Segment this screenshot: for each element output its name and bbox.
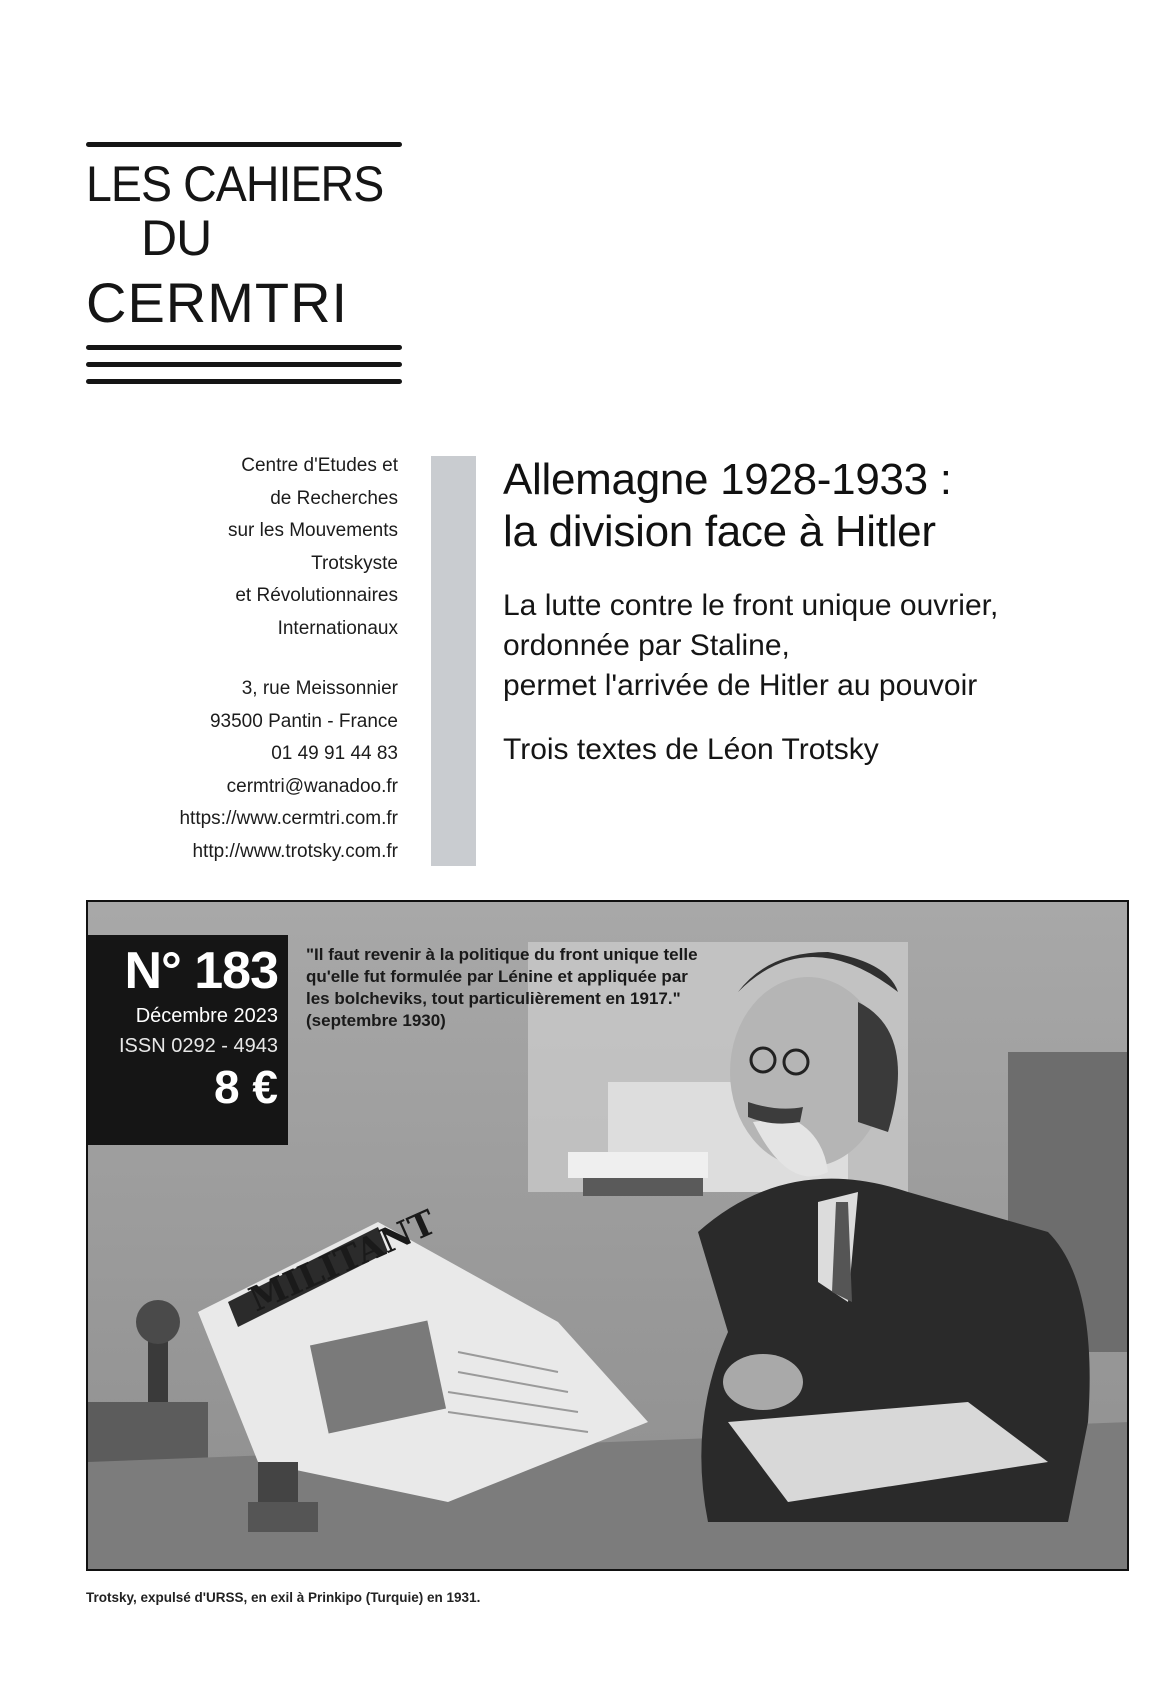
issue-info-box (88, 935, 288, 1145)
newspaper-masthead: MILITANT (243, 1202, 442, 1321)
logo-rule (86, 362, 402, 367)
authors-line: Trois textes de Léon Trotsky (503, 733, 879, 766)
issue-date: Décembre 2023 (135, 1005, 278, 1027)
issn-number: ISSN 0292 - 4943 (119, 1035, 278, 1057)
logo-line-1: LES CAHIERS (86, 156, 384, 212)
phone-number: 01 49 91 44 83 (271, 743, 398, 764)
subtitle-line: permet l'arrivée de Hitler au pouvoir (503, 669, 978, 702)
city-address: 93500 Pantin - France (209, 710, 398, 732)
cermtri-logo (86, 142, 402, 396)
photo-caption: Trotsky, expulsé d'URSS, en exil à Prinkipo (Turquie) en 1931. (86, 1590, 481, 1605)
logo-line-3: CERMTRI (86, 271, 349, 334)
main-title-line: la division face à Hitler (503, 507, 936, 556)
organization-address (68, 450, 398, 868)
main-title-line: Allemagne 1928-1933 : (503, 455, 952, 504)
quote-line: "Il faut revenir à la politique du front unique telle (306, 945, 698, 964)
logo-top-rule (86, 142, 402, 147)
org-name-line: et Révolutionnaires (235, 585, 398, 606)
issue-number: N° 183 (124, 942, 278, 1000)
website-link: http://www.trotsky.com.fr (192, 840, 398, 862)
logo-line-2: DU (141, 210, 212, 266)
org-name-line: Centre d'Etudes et (241, 455, 398, 476)
title-block (503, 454, 1143, 770)
org-name-line: Internationaux (277, 617, 398, 639)
grey-divider-bar (431, 456, 476, 866)
website-link: https://www.cermtri.com.fr (179, 808, 398, 829)
main-title (503, 454, 1143, 558)
logo-bottom-rules (86, 345, 402, 384)
org-name-line: sur les Mouvements (227, 520, 398, 541)
org-name-line: Trotskyste (311, 552, 398, 574)
trotsky-quote (306, 944, 776, 1032)
subtitle-line: La lutte contre le front unique ouvrier, (503, 589, 999, 622)
subtitle-line: ordonnée par Staline, (503, 629, 790, 662)
quote-line: qu'elle fut formulée par Lénine et appliquée par (306, 967, 688, 986)
subtitle (503, 586, 1143, 706)
logo-rule (86, 345, 402, 350)
quote-line: les bolcheviks, tout particulièrement en 1917." (306, 989, 681, 1008)
quote-source: (septembre 1930) (306, 1011, 446, 1030)
email-address: cermtri@wanadoo.fr (226, 775, 398, 797)
price: 8 € (214, 1061, 278, 1113)
org-name-line: de Recherches (270, 487, 398, 509)
logo-rule (86, 379, 402, 384)
spacer (68, 645, 398, 673)
street-address: 3, rue Meissonnier (241, 678, 398, 699)
